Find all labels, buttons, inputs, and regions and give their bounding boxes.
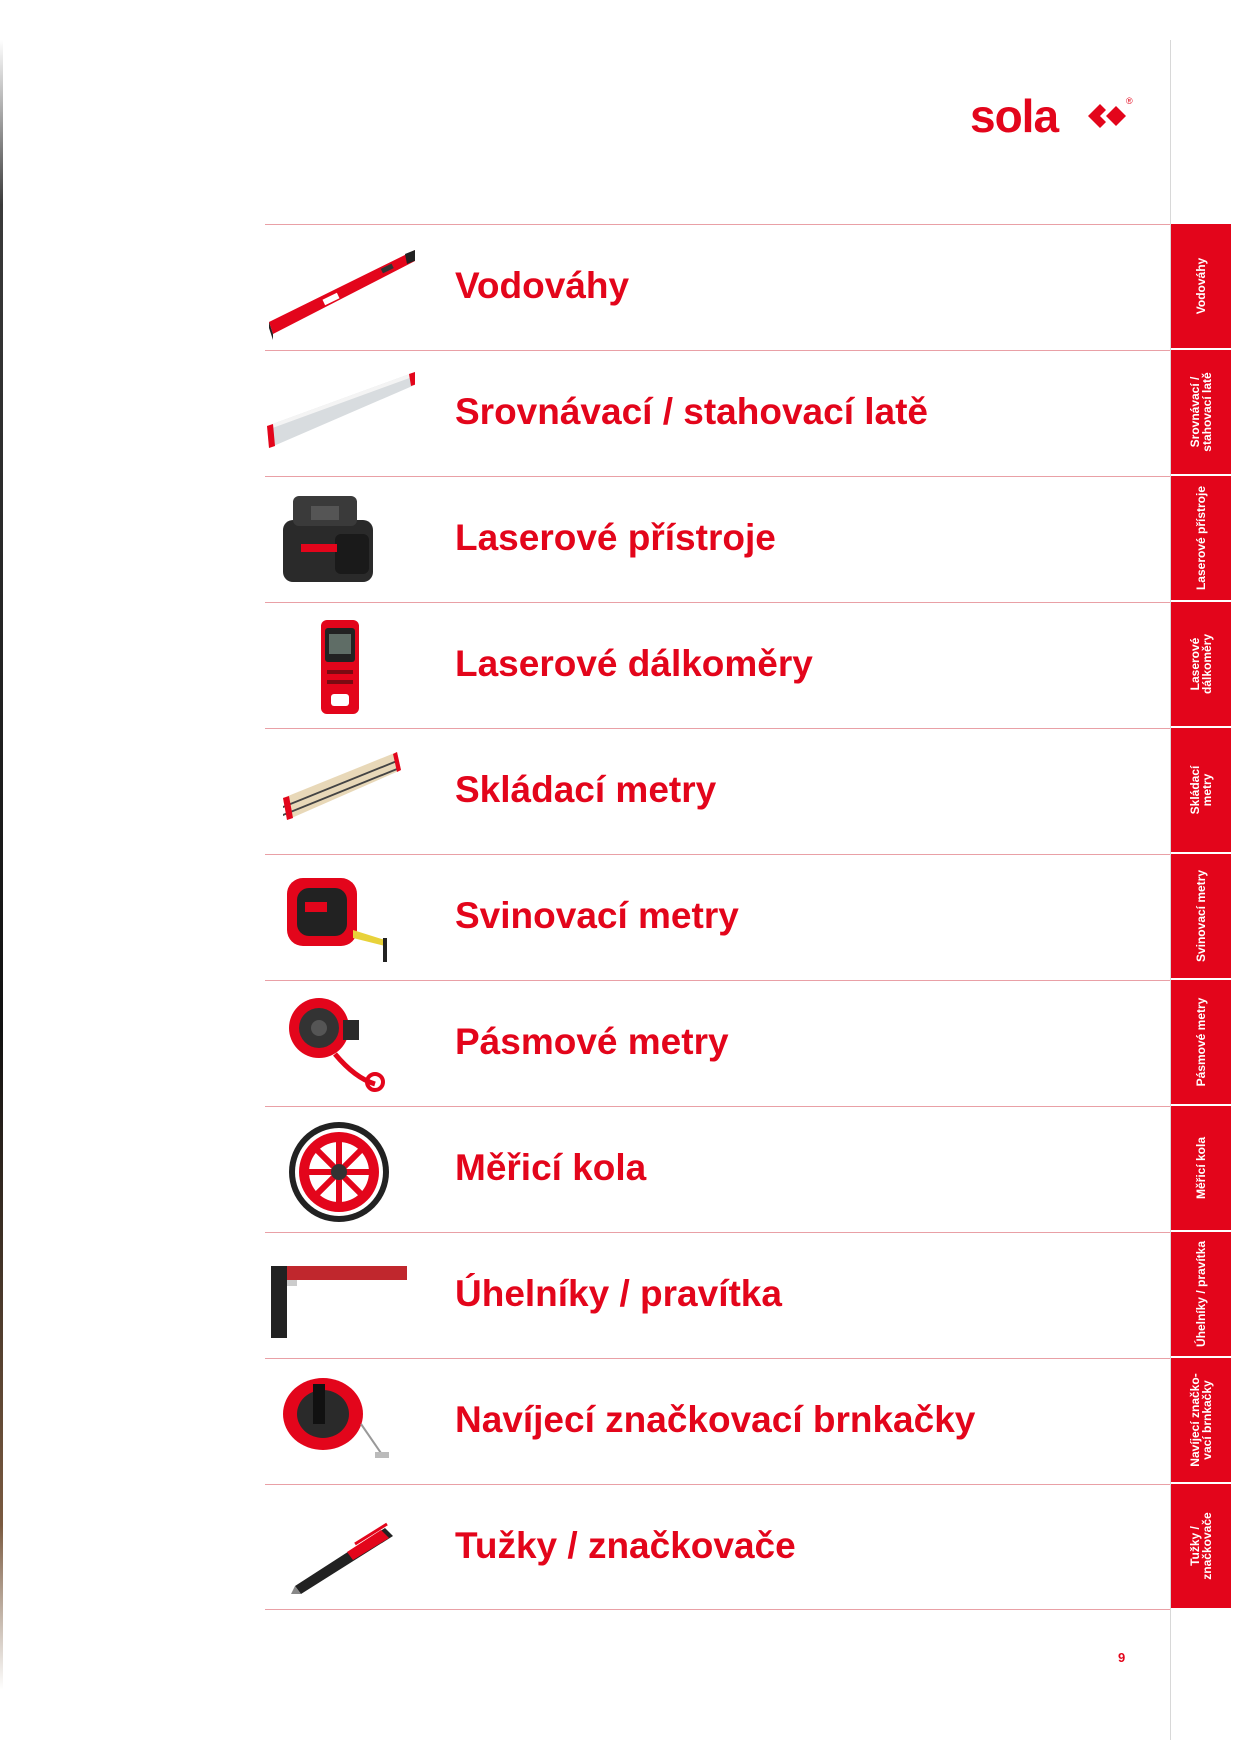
toc-item-laserove-pristroje[interactable] xyxy=(265,476,1170,602)
toc-title: Srovnávací / stahovací latě xyxy=(455,391,929,432)
table-of-contents xyxy=(265,224,1170,1610)
tab-navijeci-brnkacky[interactable] xyxy=(1171,1358,1231,1484)
toc-title: Úhelníky / pravítka xyxy=(455,1273,782,1314)
tab-label: Skládací metry xyxy=(1188,765,1214,815)
toc-title: Měřicí kola xyxy=(455,1147,647,1188)
try-square-icon xyxy=(265,1238,415,1354)
svg-text:sola: sola xyxy=(970,92,1059,140)
toc-item-uhelniky-pravitka[interactable] xyxy=(265,1232,1170,1358)
toc-item-tuzky-znackovace[interactable] xyxy=(265,1484,1170,1610)
svg-text:®: ® xyxy=(1126,96,1133,106)
tape-measure-icon xyxy=(265,860,415,976)
page-number: 9 xyxy=(1118,1650,1126,1665)
toc-title: Laserové dálkoměry xyxy=(455,643,813,684)
tab-laserove-pristroje[interactable] xyxy=(1171,476,1231,602)
line-laser-icon xyxy=(265,482,415,598)
tab-label: Laserové přístroje xyxy=(1194,485,1208,591)
sola-logo xyxy=(970,92,1135,140)
side-tab-strip xyxy=(1171,224,1231,1610)
tab-laserove-dalkomery[interactable] xyxy=(1171,602,1231,728)
toc-item-pasmove-metry[interactable] xyxy=(265,980,1170,1106)
measuring-wheel-icon xyxy=(265,1112,415,1228)
toc-title: Tužky / značkovače xyxy=(455,1525,796,1566)
tab-label: Navíjecí značko- vací brnkačky xyxy=(1188,1373,1214,1467)
page-binding-edge xyxy=(0,40,3,1690)
folding-rule-icon xyxy=(265,734,415,850)
tab-label: Měřicí kola xyxy=(1194,1136,1208,1200)
straightedge-icon xyxy=(265,356,415,472)
toc-title: Laserové přístroje xyxy=(455,517,776,558)
toc-title: Navíjecí značkovací brnkačky xyxy=(455,1399,976,1440)
spirit-level-icon xyxy=(265,230,415,346)
toc-item-vodovahy[interactable] xyxy=(265,224,1170,350)
tab-pasmove-metry[interactable] xyxy=(1171,980,1231,1106)
tab-label: Svinovací metry xyxy=(1194,869,1208,963)
tab-skladaci-metry[interactable] xyxy=(1171,728,1231,854)
tab-vodovahy[interactable] xyxy=(1171,224,1231,350)
tab-srovnavaci-late[interactable] xyxy=(1171,350,1231,476)
toc-title: Svinovací metry xyxy=(455,895,739,936)
laser-distance-meter-icon xyxy=(265,608,415,724)
tab-merici-kola[interactable] xyxy=(1171,1106,1231,1232)
tab-tuzky-znackovace[interactable] xyxy=(1171,1484,1231,1610)
tab-uhelniky-pravitka[interactable] xyxy=(1171,1232,1231,1358)
tab-label: Úhelníky / pravítka xyxy=(1194,1240,1208,1348)
toc-item-navijeci-brnkacky[interactable] xyxy=(265,1358,1170,1484)
tab-svinovaci-metry[interactable] xyxy=(1171,854,1231,980)
toc-item-laserove-dalkomery[interactable] xyxy=(265,602,1170,728)
toc-item-skladaci-metry[interactable] xyxy=(265,728,1170,854)
toc-title: Vodováhy xyxy=(455,265,630,306)
chalk-line-icon xyxy=(265,1364,415,1480)
tab-label: Srovnávací / stahovací latě xyxy=(1188,372,1214,452)
toc-item-merici-kola[interactable] xyxy=(265,1106,1170,1232)
toc-title: Pásmové metry xyxy=(455,1021,729,1062)
toc-item-srovnavaci-late[interactable] xyxy=(265,350,1170,476)
long-tape-icon xyxy=(265,986,415,1102)
toc-title: Skládací metry xyxy=(455,769,717,810)
toc-item-svinovaci-metry[interactable] xyxy=(265,854,1170,980)
tab-label: Laserové dálkoměry xyxy=(1188,633,1214,695)
tab-label: Tužky / značkovače xyxy=(1188,1512,1214,1580)
marker-pencil-icon xyxy=(265,1490,415,1606)
tab-label: Vodováhy xyxy=(1194,257,1208,315)
tab-label: Pásmové metry xyxy=(1194,997,1208,1087)
